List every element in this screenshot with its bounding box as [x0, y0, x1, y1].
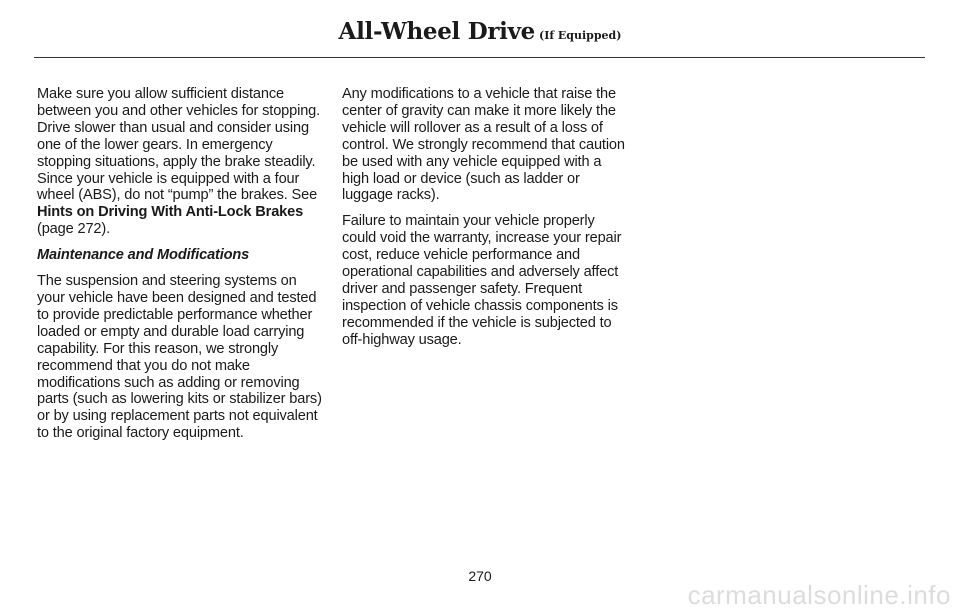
section-heading: Maintenance and Modifications: [37, 247, 250, 264]
center-of-gravity-paragraph: Any modifications to a vehicle that raise the center of gravity can make it more likely the vehicle will rollover as a result of a loss of control. We strongly recommend that caution be used with any vehicle equipped with a high load or device (such as ladder or luggage racks).: [342, 86, 625, 204]
braking-text: Make sure you allow sufficient distance between you and other vehicles for stopping. Drive slower than usual and consider using one of the lower gears. In emergency stopping situations, apply the brake steadily. Since your vehicle is equipped with a four wheel (ABS), do not “pump” the brakes. See: [37, 86, 321, 204]
chapter-title: All-Wheel Drive: [338, 18, 536, 45]
page-title: [0, 18, 960, 45]
suspension-paragraph: The suspension and steering systems on your vehicle have been designed and tested to provide predictable performance whether loaded or empty and durable load carrying capability. For this reason, we strongly recommend that you do not make modifications such as adding or removing parts (such as lowering kits or stabilizer bars) or by using replacement parts not equivalent to the original factory equipment.: [37, 273, 322, 442]
right-column: [342, 86, 627, 358]
page-reference: (page 272).: [37, 221, 110, 238]
maintenance-paragraph: Failure to maintain your vehicle properly could void the warranty, increase your repair cost, reduce vehicle performance and operational capabilities and adversely affect driver and passenger safety. Frequent inspection of vehicle chassis components is recommended if the vehicle is subjected to off-highway usage.: [342, 213, 622, 348]
abs-hints-link[interactable]: Hints on Driving With Anti-Lock Brakes: [37, 204, 304, 221]
header-divider: [34, 57, 925, 58]
left-column: [37, 86, 322, 451]
chapter-subtitle: (If Equipped): [539, 29, 622, 42]
watermark: carmanualsonline.info: [687, 580, 951, 610]
page-number: 270: [468, 568, 492, 584]
braking-paragraph: [37, 86, 322, 238]
